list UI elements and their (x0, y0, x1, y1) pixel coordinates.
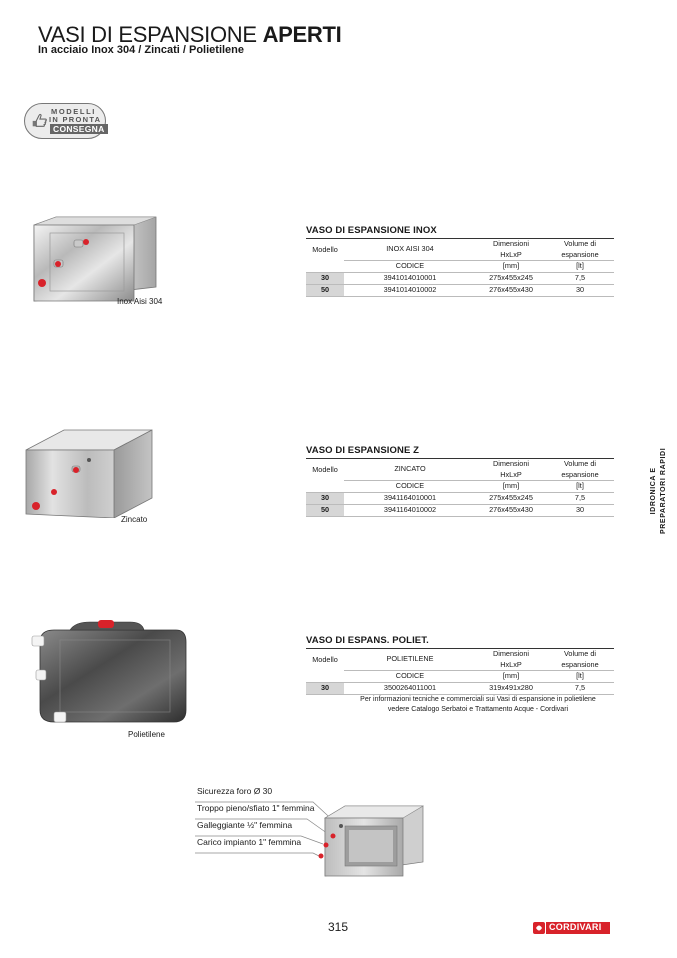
note-line-1: Per informazioni tecniche e commerciali sui Vasi di espansione in polietilene (360, 695, 596, 703)
title-bold: APERTI (262, 22, 342, 47)
side-label-line-1: IDRONICA E (650, 467, 657, 515)
page-number: 315 (328, 920, 349, 934)
product-caption: Inox Aisi 304 (117, 297, 163, 306)
product-table-zincato (306, 445, 614, 517)
product-caption: Zincato (121, 515, 148, 524)
volume-cell: 30 (546, 284, 614, 296)
model-cell: 50 (306, 284, 344, 296)
product-table-polietilene (306, 635, 614, 716)
col-vol-unit: [lt] (546, 481, 614, 493)
side-label-line-2: PREPARATORI RAPIDI (659, 447, 667, 534)
dims-cell: 319x491x280 (476, 682, 546, 694)
badge-line-1: MODELLI (51, 107, 96, 116)
model-cell: 30 (306, 682, 344, 694)
code-cell: 3941164010002 (344, 504, 476, 516)
product-caption: Polietilene (128, 730, 165, 739)
table-title: VASO DI ESPANS. POLIET. (306, 635, 614, 649)
code-cell: 3941014010001 (344, 272, 476, 284)
brand-name: CORDIVARI (549, 922, 602, 932)
diagram-label: Carico impianto 1" femmina (197, 837, 302, 847)
volume-cell: 7,5 (546, 492, 614, 504)
badge-line-3: CONSEGNA (50, 124, 108, 134)
cordivari-logo (533, 920, 611, 936)
col-vol-header-1: Volume di (563, 239, 597, 248)
page-subtitle: In acciaio Inox 304 / Zincati / Polietilene (38, 44, 245, 56)
code-cell: 3941014010002 (344, 284, 476, 296)
diagram-label: Sicurezza foro Ø 30 (197, 786, 273, 796)
col-dim-unit: [mm] (476, 481, 546, 493)
col-model-header: Modello (312, 464, 338, 474)
volume-cell: 7,5 (546, 682, 614, 694)
code-cell: 3941164010001 (344, 492, 476, 504)
badge-line-2: IN PRONTA (49, 115, 102, 124)
ready-delivery-badge (24, 103, 106, 139)
col-dim-header-2: HxLxP (476, 250, 546, 261)
table-row (306, 504, 614, 516)
model-cell: 50 (306, 504, 344, 516)
table-note (306, 695, 614, 716)
col-dim-header-1: Dimensioni (492, 239, 530, 248)
table-row (306, 284, 614, 296)
spec-table (306, 459, 614, 517)
dims-cell: 276x455x430 (476, 284, 546, 296)
code-cell: 3500264011001 (344, 682, 476, 694)
table-title: VASO DI ESPANSIONE INOX (306, 225, 614, 239)
spec-table (306, 239, 614, 297)
leader-lines (195, 802, 339, 856)
col-vol-header-1: Volume di (563, 649, 597, 658)
title-prefix: VASI DI ESPANSIONE (38, 22, 257, 47)
zincato-tank-image (24, 428, 154, 518)
table-row (306, 272, 614, 284)
col-dim-header-1: Dimensioni (492, 459, 530, 468)
col-vol-unit: [lt] (546, 671, 614, 683)
volume-cell: 7,5 (546, 272, 614, 284)
col-material-header: INOX AISI 304 (344, 239, 476, 261)
polietilene-tank-image (30, 618, 190, 730)
dims-cell: 276x455x430 (476, 504, 546, 516)
col-dim-header-2: HxLxP (476, 470, 546, 481)
note-line-2: vedere Catalogo Serbatoi e Trattamento Acque - Cordivari (387, 706, 569, 713)
col-code-header: CODICE (344, 261, 476, 273)
col-model-header: Modello (312, 244, 338, 254)
diagram-label: Troppo pieno/sfiato 1" femmina (197, 803, 315, 813)
col-dim-header-2: HxLxP (476, 660, 546, 671)
hand-icon (30, 111, 48, 129)
section-side-label (643, 447, 677, 542)
model-cell: 30 (306, 492, 344, 504)
table-row (306, 682, 614, 694)
spec-table (306, 649, 614, 695)
col-material-header: POLIETILENE (344, 649, 476, 671)
product-table-inox (306, 225, 614, 297)
col-vol-header-2: espansione (546, 250, 614, 261)
dims-cell: 275x455x245 (476, 272, 546, 284)
connection-diagram (195, 790, 435, 882)
col-vol-unit: [lt] (546, 261, 614, 273)
col-material-header: ZINCATO (344, 459, 476, 481)
col-code-header: CODICE (344, 671, 476, 683)
col-vol-header-2: espansione (546, 660, 614, 671)
table-title: VASO DI ESPANSIONE Z (306, 445, 614, 459)
dims-cell: 275x455x245 (476, 492, 546, 504)
col-vol-header-1: Volume di (563, 459, 597, 468)
col-vol-header-2: espansione (546, 470, 614, 481)
table-row (306, 492, 614, 504)
col-dim-unit: [mm] (476, 261, 546, 273)
col-code-header: CODICE (344, 481, 476, 493)
col-dim-unit: [mm] (476, 671, 546, 683)
model-cell: 30 (306, 272, 344, 284)
col-dim-header-1: Dimensioni (492, 649, 530, 658)
volume-cell: 30 (546, 504, 614, 516)
diagram-label: Galleggiante ½" femmina (197, 820, 293, 830)
col-model-header: Modello (312, 654, 338, 664)
inox-tank-image (28, 215, 160, 303)
